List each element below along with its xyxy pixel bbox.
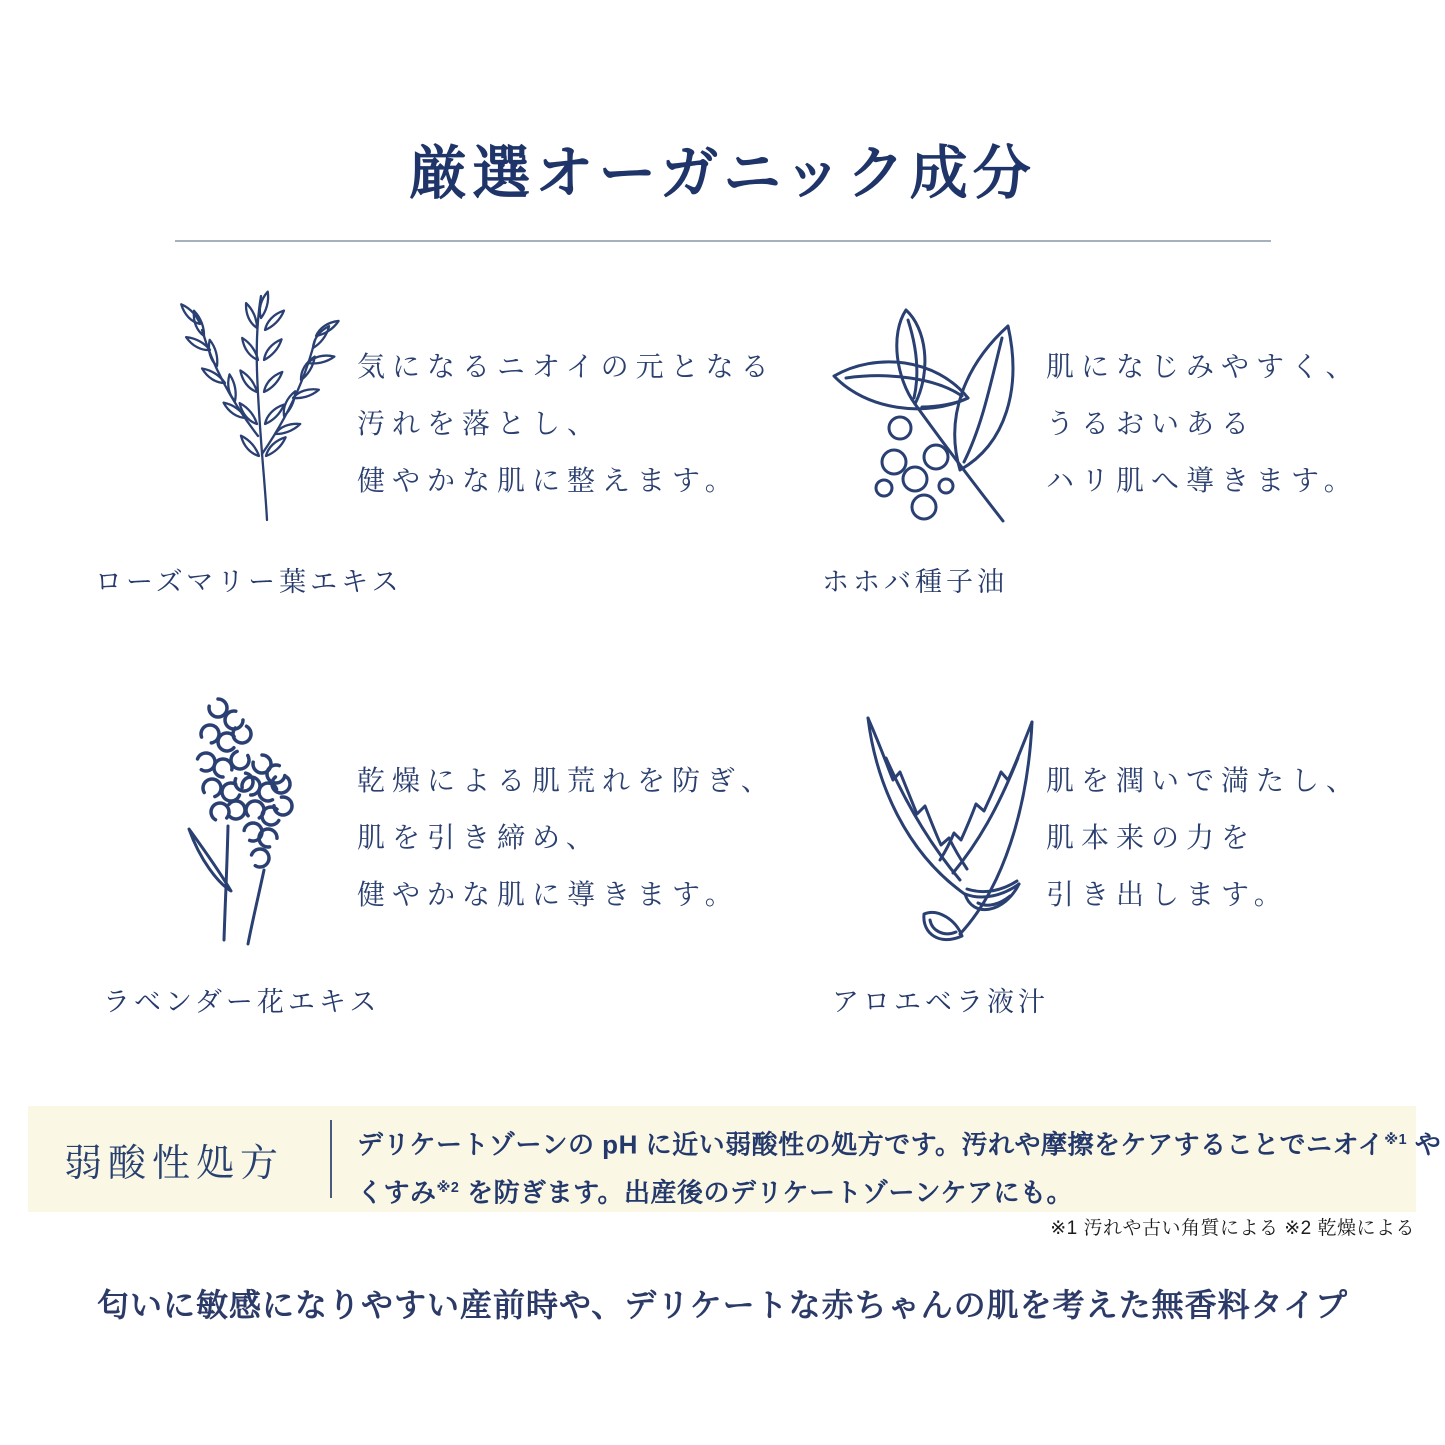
- description-line: ハリ肌へ導きます。: [1046, 465, 1359, 496]
- formula-line: [357, 1167, 1441, 1215]
- aloe-vera-icon: [838, 688, 1062, 955]
- ingredient-name: ホホバ種子油: [822, 567, 1008, 597]
- formula-panel: [28, 1106, 1442, 1212]
- ingredient-name: ラベンダー花エキス: [103, 987, 381, 1017]
- formula-text-segment: くすみ: [357, 1177, 437, 1208]
- footnote-marker: ※2: [436, 1179, 460, 1196]
- formula-line: [357, 1119, 1441, 1167]
- lavender-flower-icon: [152, 678, 344, 955]
- description-line: 健やかな肌に整えます。: [357, 465, 740, 496]
- fragrance-free-note: 匂いに敏感になりやすい産前時や、デリケートな赤ちゃんの肌を考えた無香料タイプ: [96, 1287, 1349, 1323]
- ingredient-description: [357, 338, 776, 509]
- ingredient-description: [1046, 752, 1361, 923]
- footnote: ※1 汚れや古い角質による ※2 乾燥による: [1050, 1218, 1415, 1239]
- rosemary-sprig-icon: [118, 266, 342, 535]
- ingredient-description: [1046, 338, 1360, 509]
- description-line: うるおいある: [1046, 408, 1257, 439]
- description-line: 健やかな肌に導きます。: [357, 879, 740, 910]
- title-divider: [175, 240, 1271, 242]
- description-line: 肌になじみやすく、: [1046, 351, 1361, 382]
- formula-vertical-divider: [330, 1120, 332, 1198]
- formula-text-segment: や: [1407, 1129, 1442, 1160]
- formula-text-segment: を防ぎます。出産後のデリケートゾーンケアにも。: [459, 1177, 1073, 1208]
- description-line: 気になるニオイの元となる: [357, 351, 776, 382]
- page-title: 厳選オーガニック成分: [409, 141, 1036, 206]
- formula-description: [357, 1119, 1441, 1214]
- description-line: 肌本来の力を: [1046, 822, 1257, 853]
- ingredient-description: [357, 752, 776, 923]
- formula-text-segment: デリケートゾーンの pH に近い弱酸性の処方です。汚れや摩擦をケアすることでニオイ: [357, 1129, 1385, 1160]
- description-line: 肌を引き締め、: [357, 822, 601, 853]
- description-line: 乾燥による肌荒れを防ぎ、: [357, 765, 776, 796]
- formula-label: 弱酸性処方: [64, 1142, 285, 1185]
- ingredient-name: ローズマリー葉エキス: [95, 567, 403, 597]
- description-line: 引き出します。: [1046, 879, 1289, 910]
- ingredient-name: アロエベラ液汁: [832, 987, 1049, 1017]
- description-line: 肌を潤いで満たし、: [1046, 765, 1362, 796]
- description-line: 汚れを落とし、: [357, 408, 603, 439]
- jojoba-seed-icon: [818, 276, 1040, 533]
- footnote-marker: ※1: [1384, 1132, 1408, 1148]
